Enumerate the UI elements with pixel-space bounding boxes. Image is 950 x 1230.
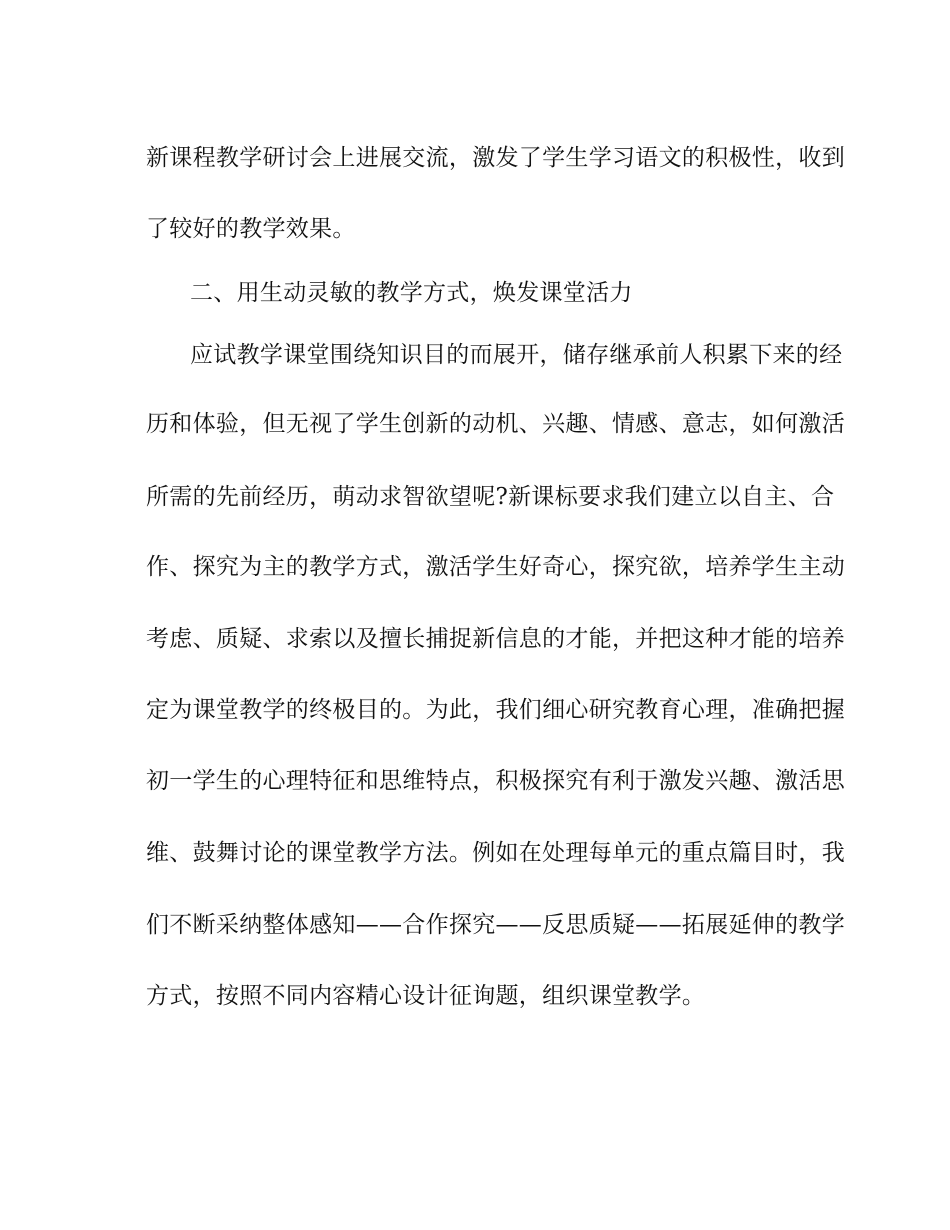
paragraph-line: 们不断采纳整体感知——合作探究——反思质疑——拓展延伸的教学: [146, 912, 845, 938]
paragraph-line: 了较好的教学效果。: [146, 216, 356, 242]
paragraph-line: 方式，按照不同内容精心设计征询题，组织课堂教学。: [146, 983, 706, 1009]
paragraph-line: 作、探究为主的教学方式，激活学生好奇心，探究欲，培养学生主动: [146, 554, 845, 580]
paragraph-line: 所需的先前经历，萌动求智欲望呢?新课标要求我们建立以自主、合: [146, 484, 835, 510]
paragraph-line: 考虑、质疑、求索以及擅长捕捉新信息的才能，并把这种才能的培养: [146, 626, 845, 652]
paragraph-line: 新课程教学研讨会上进展交流，激发了学生学习语文的积极性，收到: [146, 145, 845, 171]
paragraph-line: 应试教学课堂围绕知识目的而展开，储存继承前人积累下来的经: [190, 342, 843, 368]
paragraph-line: 历和体验，但无视了学生创新的动机、兴趣、情感、意志，如何激活: [146, 411, 845, 437]
paragraph-line: 维、鼓舞讨论的课堂教学方法。例如在处理每单元的重点篇目时，我: [146, 840, 845, 866]
paragraph-line: 初一学生的心理特征和思维特点，积极探究有利于激发兴趣、激活思: [146, 768, 845, 794]
section-heading: 二、用生动灵敏的教学方式，焕发课堂活力: [190, 280, 633, 306]
paragraph-line: 定为课堂教学的终极目的。为此，我们细心研究教育心理，准确把握: [146, 697, 845, 723]
